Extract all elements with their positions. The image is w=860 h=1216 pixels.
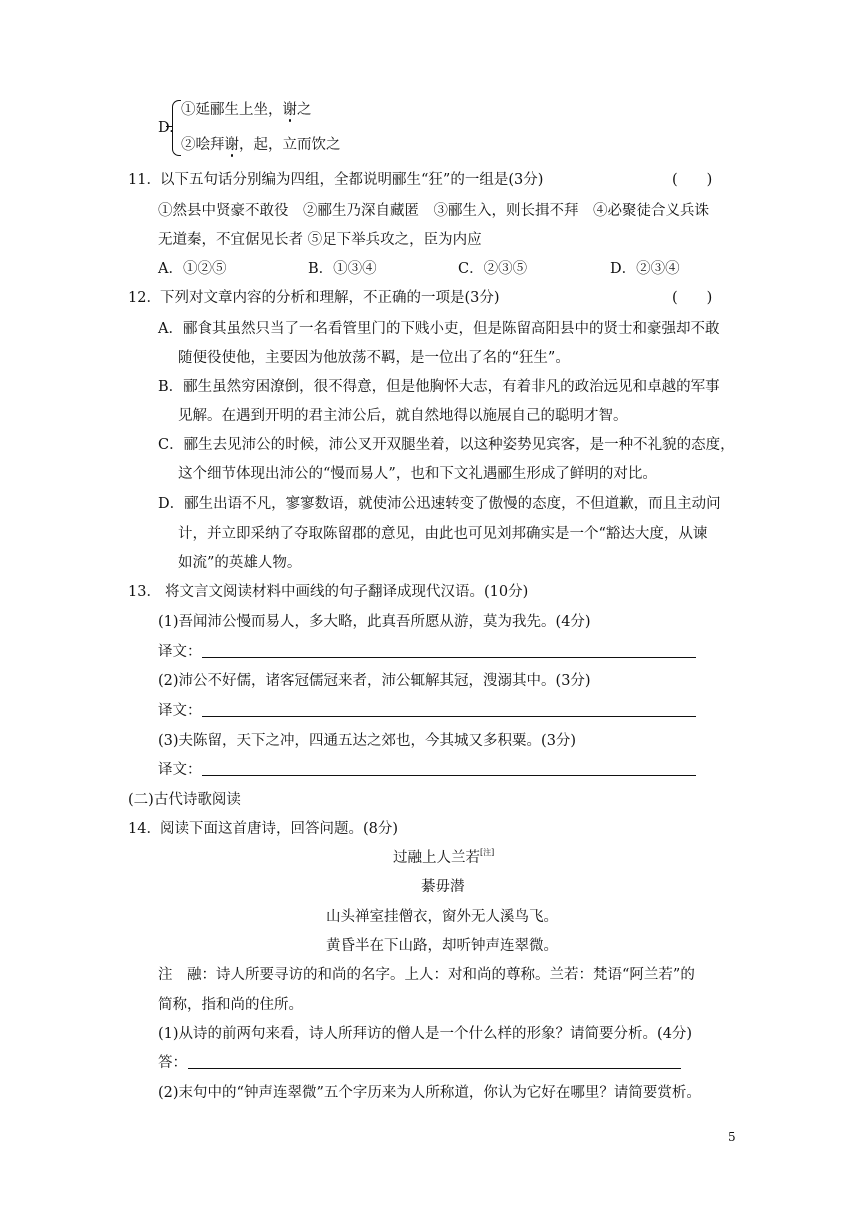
section-heading: (二)古代诗歌阅读 bbox=[128, 792, 241, 808]
poem-line-2: 黄昏半在下山路，却听钟声连翠微。 bbox=[326, 938, 558, 954]
q14-answer-line[interactable] bbox=[188, 1068, 681, 1069]
q11-line-2: ①然县中贤豪不敢役 ②郦生乃深自藏匿 ③郦生入，则长揖不拜 ④必聚徒合义兵诛 bbox=[158, 203, 709, 219]
q14-stem: 阅读下面这首唐诗，回答问题。(8分) bbox=[160, 821, 399, 837]
q13-answer-line-1[interactable] bbox=[202, 657, 696, 658]
option-d-line-1: ①延郦生上坐，谢之 bbox=[181, 102, 312, 118]
q12-option-a-line-2: 随便役使他，主要因为他放荡不羁，是一位出了名的“狂生”。 bbox=[178, 350, 570, 366]
poem-author: 綦毋潜 bbox=[421, 879, 465, 895]
q12-option-c-line-2: 这个细节体现出沛公的“慢而易人”，也和下文礼遇郦生形成了鲜明的对比。 bbox=[178, 466, 657, 482]
poem-note-line-1: 注 融：诗人所要寻访的和尚的名字。上人：对和尚的尊称。兰若：梵语“阿兰若”的 bbox=[158, 967, 695, 983]
q12-option-d-line-1: D．郦生出语不凡，寥寥数语，就使沛公迅速转变了傲慢的态度，不但道歉，而且主动问 bbox=[158, 496, 721, 512]
q14-number: 14． bbox=[128, 821, 161, 837]
q13-number: 13． bbox=[128, 584, 161, 600]
q13-answer-label-3: 译文： bbox=[158, 762, 202, 778]
q14-answer-label: 答： bbox=[158, 1055, 187, 1071]
q14-sub-2: (2)末句中的“钟声连翠微”五个字历来为人所称道，你认为它好在哪里？请简要赏析。 bbox=[158, 1085, 701, 1101]
emphasis-dot-char: 谢 bbox=[224, 137, 239, 153]
q13-item-1: (1)吾闻沛公慢而易人，多大略，此真吾所愿从游，莫为我先。(4分) bbox=[158, 614, 591, 630]
q13-stem: 将文言文阅读材料中画线的句子翻译成现代汉语。(10分) bbox=[165, 584, 529, 600]
q11-option-b: B．①③④ bbox=[308, 261, 377, 277]
q13-answer-label-1: 译文： bbox=[158, 644, 202, 660]
poem-note-line-2: 简称，指和尚的住所。 bbox=[158, 997, 303, 1013]
brace-icon bbox=[172, 100, 181, 156]
q13-item-2: (2)沛公不好儒，诸客冠儒冠来者，沛公辄解其冠，溲溺其中。(3分) bbox=[158, 673, 591, 689]
q12-answer-paren[interactable]: ( ) bbox=[672, 290, 713, 306]
q12-option-d-line-2: 计，并立即采纳了夺取陈留郡的意见，由此也可见刘邦确实是一个“豁达大度，从谏 bbox=[178, 526, 708, 542]
option-d-label: D. bbox=[158, 120, 174, 136]
q12-option-b-line-2: 见解。在遇到开明的君主沛公后，就自然地得以施展自己的聪明才智。 bbox=[178, 408, 628, 424]
emphasis-dot-char: 谢 bbox=[282, 102, 297, 118]
poem-line-1: 山头禅室挂僧衣，窗外无人溪鸟飞。 bbox=[326, 909, 558, 925]
q12-option-c-line-1: C．郦生去见沛公的时候，沛公叉开双腿坐着，以这种姿势见宾客，是一种不礼貌的态度， bbox=[158, 437, 735, 453]
q11-option-d: D．②③④ bbox=[610, 261, 680, 277]
q12-option-a-line-1: A．郦食其虽然只当了一名看管里门的下贱小吏，但是陈留高阳县中的贤士和豪强却不敢 bbox=[158, 321, 720, 337]
q13-answer-line-3[interactable] bbox=[202, 775, 696, 776]
q11-number: 11． bbox=[128, 172, 161, 188]
q11-option-a: A．①②⑤ bbox=[158, 261, 227, 277]
poem-note-mark: [注] bbox=[480, 848, 495, 857]
q11-option-c: C．②③⑤ bbox=[458, 261, 528, 277]
q11-line-3: 无道秦，不宜倨见长者 ⑤足下举兵攻之，臣为内应 bbox=[158, 232, 482, 248]
q12-option-d-line-3: 如流”的英雄人物。 bbox=[178, 555, 302, 571]
page-number: 5 bbox=[728, 1130, 736, 1144]
q11-stem: 以下五句话分别编为四组，全都说明郦生“狂”的一组是(3分) bbox=[160, 172, 544, 188]
q13-answer-line-2[interactable] bbox=[202, 716, 696, 717]
q13-answer-label-2: 译文： bbox=[158, 703, 202, 719]
q13-item-3: (3)夫陈留，天下之冲，四通五达之郊也，今其城又多积粟。(3分) bbox=[158, 733, 577, 749]
q11-answer-paren[interactable]: ( ) bbox=[672, 172, 713, 188]
q14-sub-1: (1)从诗的前两句来看，诗人所拜访的僧人是一个什么样的形象？请简要分析。(4分) bbox=[158, 1026, 693, 1042]
q12-stem: 下列对文章内容的分析和理解，不正确的一项是(3分) bbox=[160, 290, 500, 306]
poem-title: 过融上人兰若[注] bbox=[393, 848, 495, 866]
q12-option-b-line-1: B．郦生虽然穷困潦倒，很不得意，但是他胸怀大志，有着非凡的政治远见和卓越的军事 bbox=[158, 379, 720, 395]
q12-number: 12． bbox=[128, 290, 161, 306]
option-d-line-2: ②哙拜谢，起，立而饮之 bbox=[181, 137, 341, 153]
